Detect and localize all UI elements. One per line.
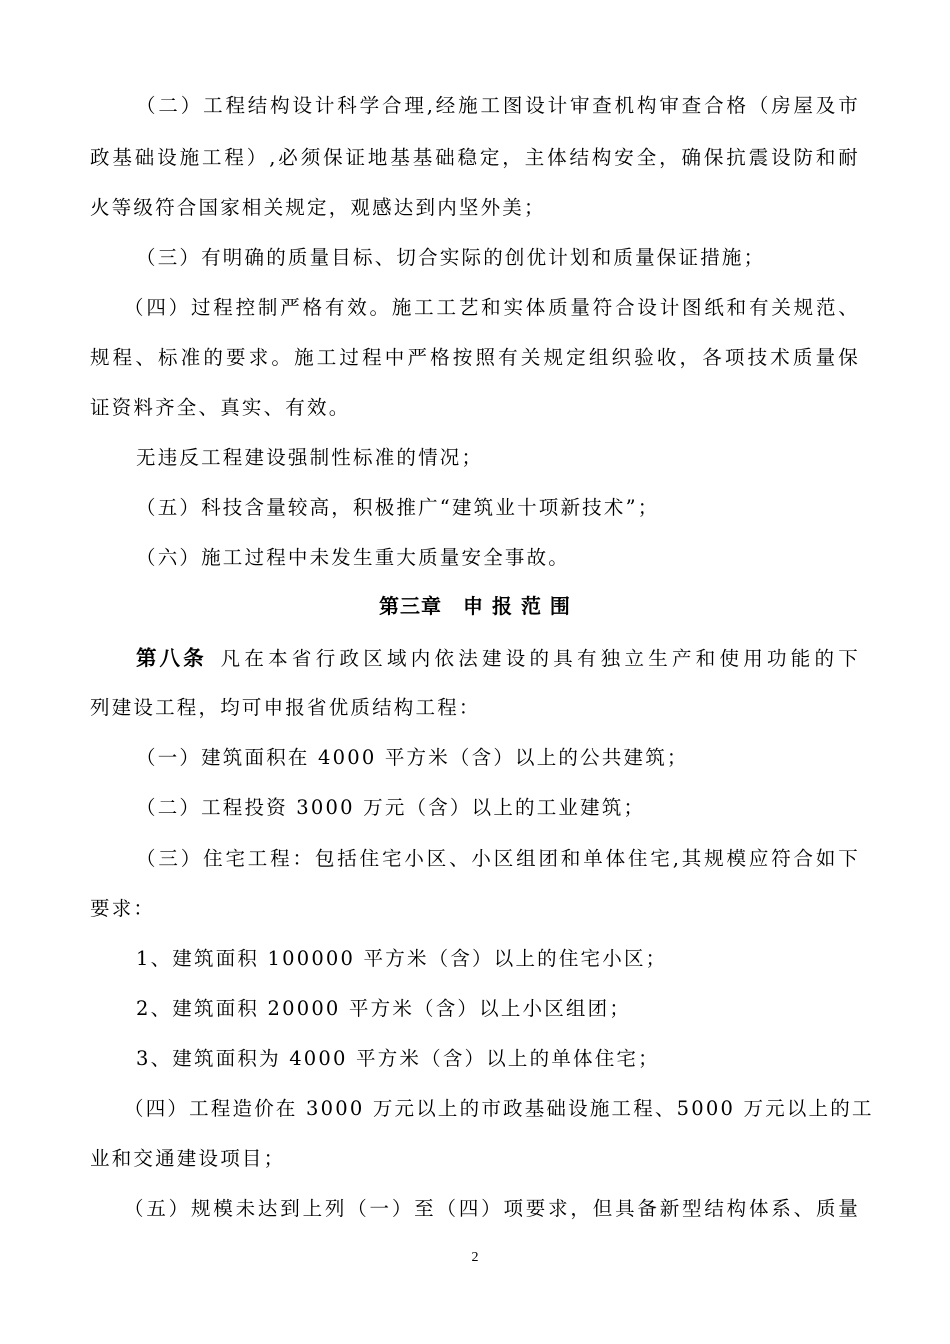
paragraph-line: （二）工程结构设计科学合理,经施工图设计审查机构审查合格（房屋及市 xyxy=(136,94,860,117)
paragraph-line: （五）科技含量较高，积极推广“建筑业十项新技术”； xyxy=(136,496,660,519)
paragraph-line: 业和交通建设项目； xyxy=(90,1147,286,1170)
article-label: 第八条 xyxy=(136,646,207,670)
paragraph-line: 要求： xyxy=(90,897,156,920)
chapter-title: 第三章 申 报 范 围 xyxy=(379,594,571,618)
paragraph-line: （二）工程投资 3000 万元（含）以上的工业建筑； xyxy=(136,796,646,819)
paragraph-line: （六）施工过程中未发生重大质量安全事故。 xyxy=(136,546,571,569)
paragraph-line: 火等级符合国家相关规定，观感达到内坚外美； xyxy=(90,196,546,219)
paragraph-line: （三）住宅工程：包括住宅小区、小区组团和单体住宅,其规模应符合如下 xyxy=(136,847,860,870)
paragraph-line: 列建设工程，均可申报省优质结构工程： xyxy=(90,696,481,719)
paragraph-line: （三）有明确的质量目标、切合实际的创优计划和质量保证措施； xyxy=(136,246,766,269)
paragraph-line: 无违反工程建设强制性标准的情况； xyxy=(136,446,484,469)
article-line xyxy=(136,645,860,672)
paragraph-line: 2、建筑面积 20000 平方米（含）以上小区组团； xyxy=(136,997,632,1020)
paragraph-line: （五）规模未达到上列（一）至（四）项要求，但具备新型结构体系、质量 xyxy=(124,1197,860,1220)
article-text: 凡在本省行政区域内依法建设的具有独立生产和使用功能的下 xyxy=(220,647,861,670)
paragraph-line: 1、建筑面积 100000 平方米（含）以上的住宅小区； xyxy=(136,947,668,970)
paragraph-line: 3、建筑面积为 4000 平方米（含）以上的单体住宅； xyxy=(136,1047,660,1070)
paragraph-line: 规程、标准的要求。施工过程中严格按照有关规定组织验收，各项技术质量保 xyxy=(90,346,860,369)
paragraph-line: 政基础设施工程）,必须保证地基基础稳定，主体结构安全，确保抗震设防和耐 xyxy=(90,146,860,169)
paragraph-line: 证资料齐全、真实、有效。 xyxy=(90,396,351,419)
paragraph-line: （四）过程控制严格有效。施工工艺和实体质量符合设计图纸和有关规范、 xyxy=(124,296,860,319)
page-number: 2 xyxy=(471,1250,479,1265)
paragraph-line: （四）工程造价在 3000 万元以上的市政基础设施工程、5000 万元以上的工 xyxy=(124,1097,874,1120)
paragraph-line: （一）建筑面积在 4000 平方米（含）以上的公共建筑； xyxy=(136,746,689,769)
